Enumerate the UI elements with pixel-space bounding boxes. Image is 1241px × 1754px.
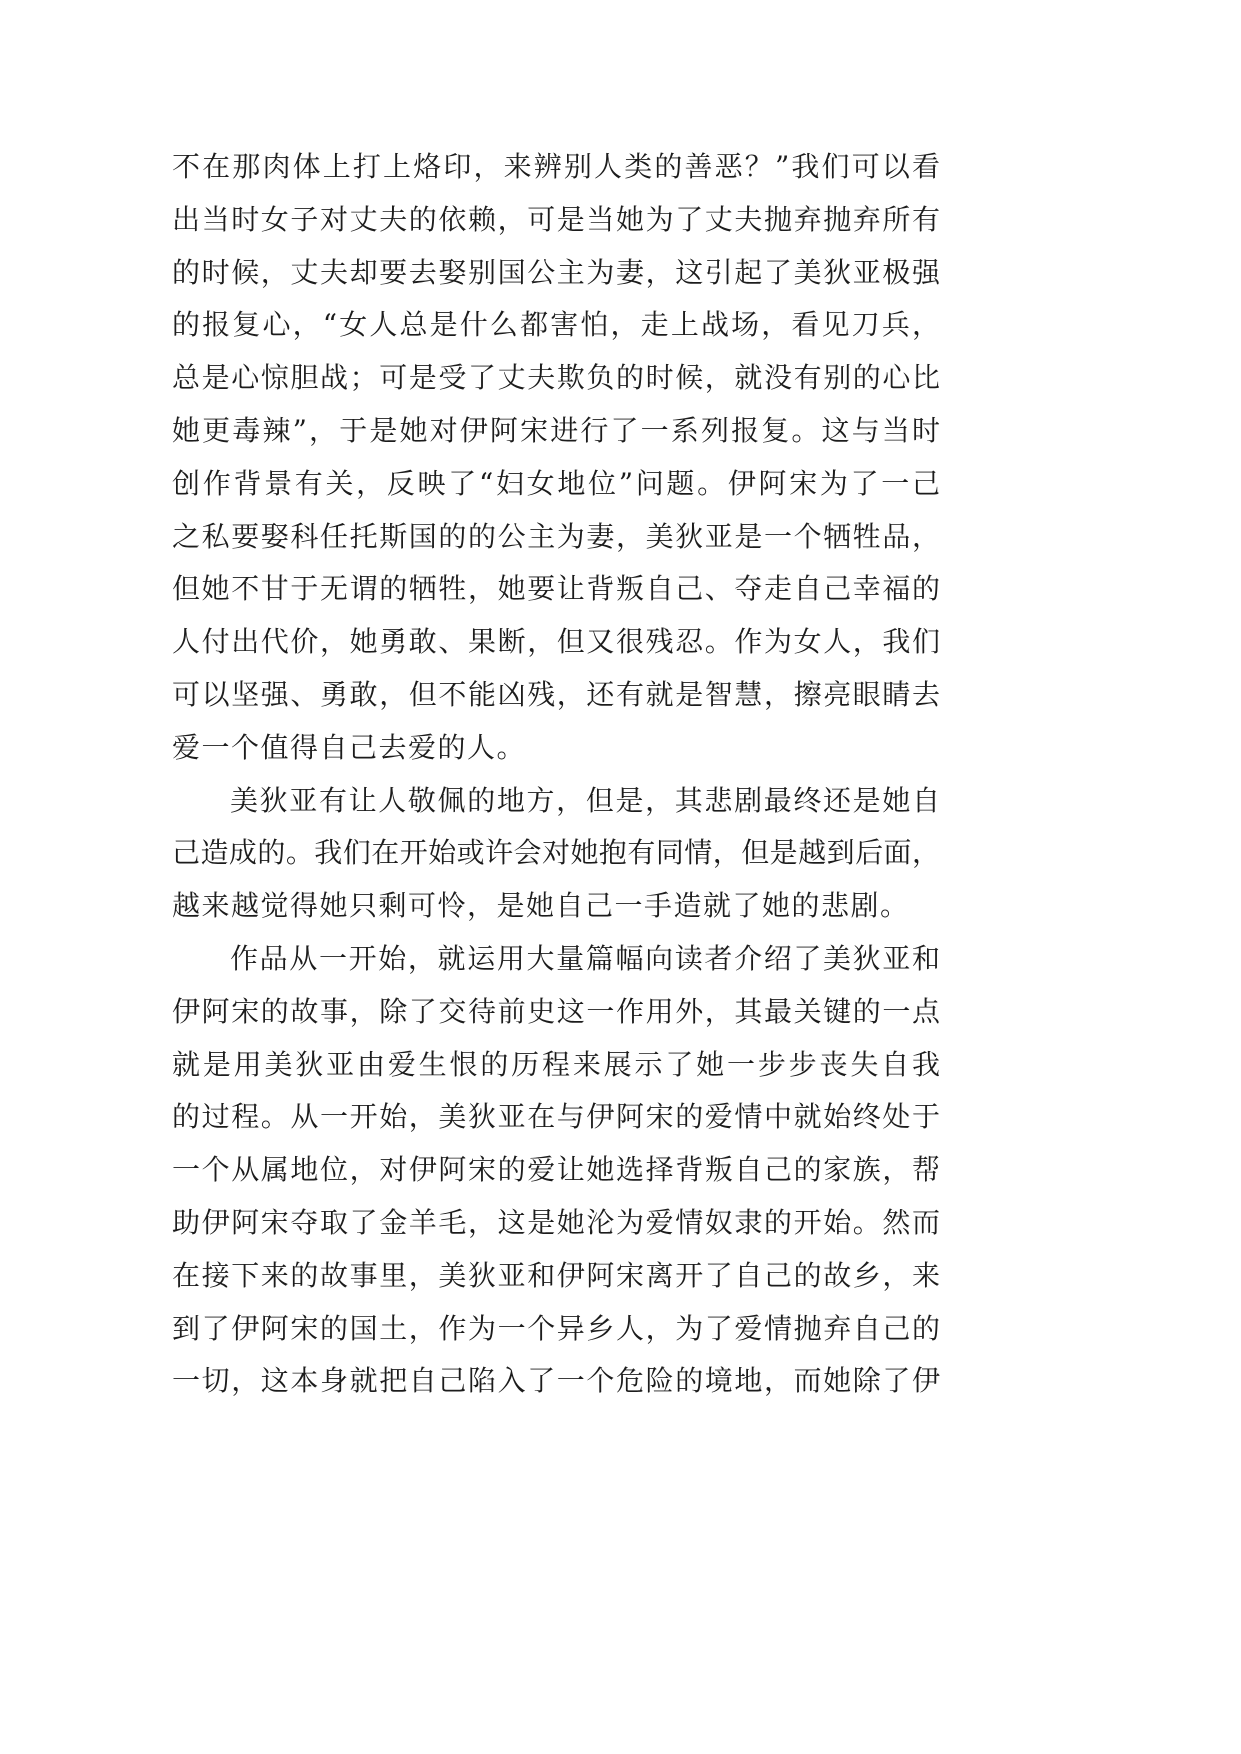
text-line: 的报复心，“女人总是什么都害怕，走上战场，看见刀兵，	[172, 308, 940, 342]
text-line: 美狄亚有让人敬佩的地方，但是，其悲剧最终还是她自	[230, 783, 940, 817]
text-line: 一切，这本身就把自己陷入了一个危险的境地，而她除了伊	[172, 1364, 940, 1398]
text-line: 助伊阿宋夺取了金羊毛，这是她沦为爱情奴隶的开始。然而	[172, 1205, 940, 1239]
text-line: 的时候，丈夫却要去娶别国公主为妻，这引起了美狄亚极强	[172, 255, 940, 289]
paragraph-1	[172, 141, 940, 775]
text-line: 总是心惊胆战；可是受了丈夫欺负的时候，就没有别的心比	[172, 361, 940, 395]
text-line: 创作背景有关，反映了“妇女地位”问题。伊阿宋为了一己	[172, 466, 940, 500]
body-text	[172, 141, 940, 1408]
text-line: 伊阿宋的故事，除了交待前史这一作用外，其最关键的一点	[172, 994, 940, 1028]
text-line: 到了伊阿宋的国土，作为一个异乡人，为了爱情抛弃自己的	[172, 1311, 940, 1345]
text-line: 就是用美狄亚由爱生恨的历程来展示了她一步步丧失自我	[172, 1047, 940, 1081]
text-line: 在接下来的故事里，美狄亚和伊阿宋离开了自己的故乡，来	[172, 1258, 940, 1292]
text-line: 但她不甘于无谓的牺牲，她要让背叛自己、夺走自己幸福的	[172, 572, 940, 606]
text-line: 可以坚强、勇敢，但不能凶残，还有就是智慧，擦亮眼睛去	[172, 677, 940, 711]
text-line: 之私要娶科任托斯国的的公主为妻，美狄亚是一个牺牲品，	[172, 519, 940, 553]
text-line: 的过程。从一开始，美狄亚在与伊阿宋的爱情中就始终处于	[172, 1100, 940, 1134]
text-line: 出当时女子对丈夫的依赖，可是当她为了丈夫抛弃抛弃所有	[172, 202, 940, 236]
paragraph-3	[172, 933, 940, 1408]
paragraph-2	[172, 775, 940, 933]
text-line: 越来越觉得她只剩可怜，是她自己一手造就了她的悲剧。	[172, 889, 910, 923]
text-line: 不在那肉体上打上烙印，来辨别人类的善恶？”我们可以看	[172, 150, 940, 183]
text-line: 己造成的。我们在开始或许会对她抱有同情，但是越到后面，	[172, 836, 940, 870]
text-line: 爱一个值得自己去爱的人。	[172, 730, 527, 764]
text-line: 作品从一开始，就运用大量篇幅向读者介绍了美狄亚和	[230, 941, 940, 975]
text-line: 一个从属地位，对伊阿宋的爱让她选择背叛自己的家族，帮	[172, 1153, 940, 1187]
text-line: 人付出代价，她勇敢、果断，但又很残忍。作为女人，我们	[172, 625, 940, 659]
text-line: 她更毒辣”，于是她对伊阿宋进行了一系列报复。这与当时	[172, 413, 940, 447]
